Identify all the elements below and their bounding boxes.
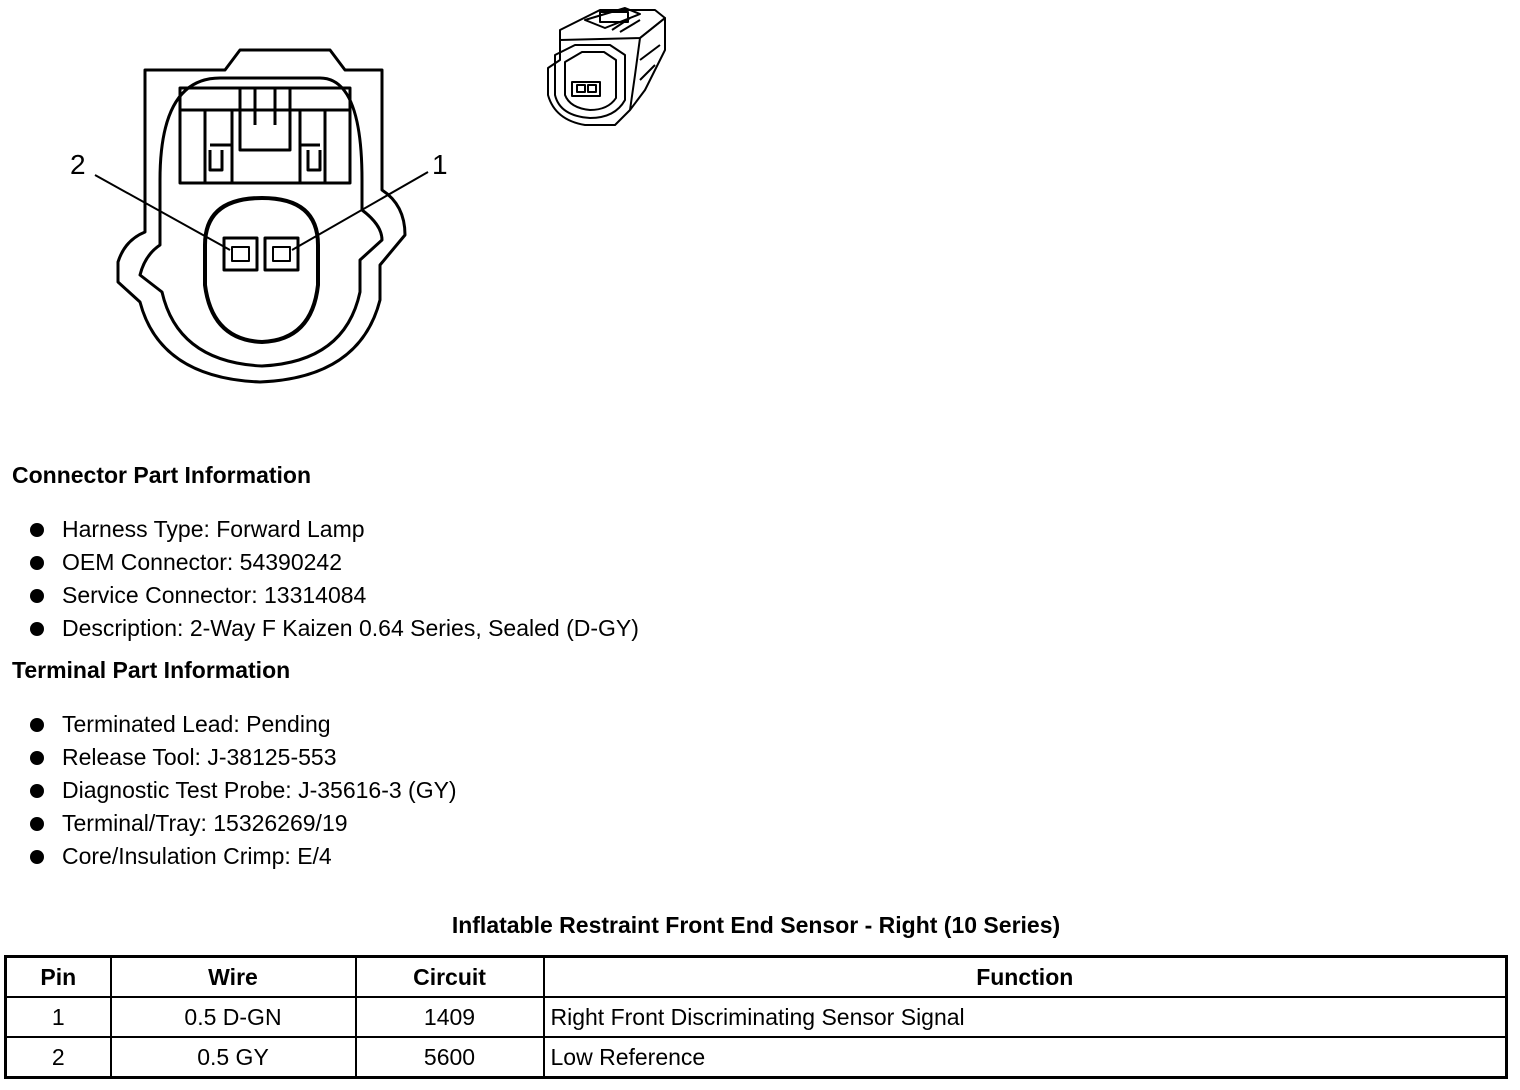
cell-circuit: 5600 bbox=[356, 1037, 544, 1078]
cell-circuit: 1409 bbox=[356, 997, 544, 1037]
connector-face-diagram bbox=[60, 40, 480, 390]
cell-wire: 0.5 GY bbox=[111, 1037, 356, 1078]
table-row bbox=[6, 997, 1507, 1037]
pin-1-label: 1 bbox=[432, 149, 448, 180]
list-item: Core/Insulation Crimp: E/4 bbox=[0, 840, 457, 873]
header-circuit: Circuit bbox=[356, 957, 544, 998]
bullet-icon bbox=[30, 589, 44, 603]
pin-table bbox=[4, 955, 1508, 1079]
cell-wire: 0.5 D-GN bbox=[111, 997, 356, 1037]
table-header-row bbox=[6, 957, 1507, 998]
header-wire: Wire bbox=[111, 957, 356, 998]
list-item: Service Connector: 13314084 bbox=[0, 579, 639, 612]
bullet-icon bbox=[30, 622, 44, 636]
list-item: Diagnostic Test Probe: J-35616-3 (GY) bbox=[0, 774, 457, 807]
cell-function: Right Front Discriminating Sensor Signal bbox=[544, 997, 1507, 1037]
connector-info-list bbox=[0, 513, 639, 645]
bullet-icon bbox=[30, 523, 44, 537]
cell-function: Low Reference bbox=[544, 1037, 1507, 1078]
header-function: Function bbox=[544, 957, 1507, 998]
connector-isometric-view bbox=[540, 4, 670, 134]
bullet-icon bbox=[30, 784, 44, 798]
list-item: Terminal/Tray: 15326269/19 bbox=[0, 807, 457, 840]
pin-2-label: 2 bbox=[70, 149, 86, 180]
table-title: Inflatable Restraint Front End Sensor - Right (10 Series) bbox=[451, 912, 1061, 938]
bullet-icon bbox=[30, 850, 44, 864]
list-item: Harness Type: Forward Lamp bbox=[0, 513, 639, 546]
cell-pin: 2 bbox=[6, 1037, 111, 1078]
list-item: Terminated Lead: Pending bbox=[0, 708, 457, 741]
cell-pin: 1 bbox=[6, 997, 111, 1037]
list-item: OEM Connector: 54390242 bbox=[0, 546, 639, 579]
bullet-icon bbox=[30, 751, 44, 765]
list-item: Description: 2-Way F Kaizen 0.64 Series, Sealed (D-GY) bbox=[0, 612, 639, 645]
terminal-info-list bbox=[0, 708, 457, 873]
terminal-info-heading: Terminal Part Information bbox=[12, 657, 291, 683]
list-item: Release Tool: J-38125-553 bbox=[0, 741, 457, 774]
bullet-icon bbox=[30, 718, 44, 732]
bullet-icon bbox=[30, 556, 44, 570]
connector-info-heading: Connector Part Information bbox=[12, 462, 312, 488]
header-pin: Pin bbox=[6, 957, 111, 998]
bullet-icon bbox=[30, 817, 44, 831]
table-row bbox=[6, 1037, 1507, 1078]
